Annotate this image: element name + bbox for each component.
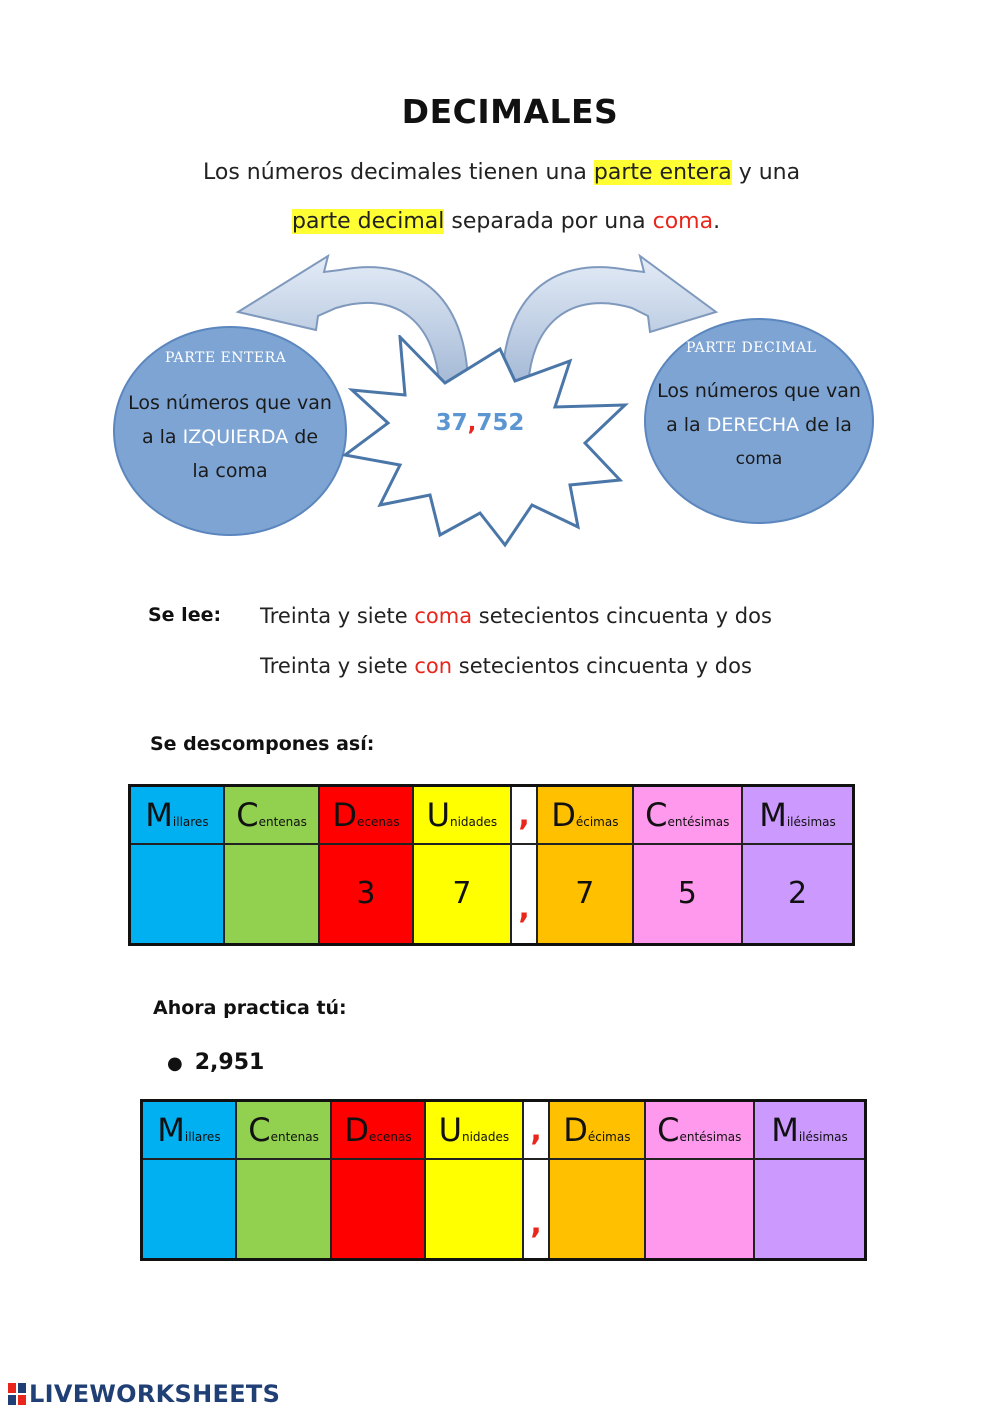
parte-entera-title: PARTE ENTERA bbox=[165, 350, 287, 366]
liveworksheets-logo: LIVEWORKSHEETS bbox=[8, 1380, 280, 1408]
table-header-row bbox=[130, 786, 854, 845]
header-millares: Millares bbox=[142, 1101, 236, 1160]
value-milesimas: 2 bbox=[742, 844, 854, 944]
input-centesimas[interactable] bbox=[645, 1159, 754, 1259]
table-values-row bbox=[130, 844, 854, 944]
input-decenas[interactable] bbox=[331, 1159, 424, 1259]
table-input-row bbox=[142, 1159, 866, 1259]
header-milesimas: Milésimas bbox=[742, 786, 854, 845]
parte-decimal-text: Los números que van a la DERECHA de la coma bbox=[657, 380, 861, 469]
header-unidades: Unidades bbox=[413, 786, 511, 845]
highlight-parte-decimal: parte decimal bbox=[292, 209, 445, 234]
table-header-row bbox=[142, 1101, 866, 1160]
highlight-parte-entera: parte entera bbox=[593, 160, 732, 185]
input-unidades[interactable] bbox=[425, 1159, 523, 1259]
header-centesimas: Centésimas bbox=[645, 1101, 754, 1160]
value-comma: , bbox=[523, 1159, 549, 1259]
page-title: DECIMALES bbox=[401, 92, 619, 131]
header-decenas: Decenas bbox=[319, 786, 412, 845]
intro-line-2: parte decimal separada por una coma. bbox=[292, 209, 721, 234]
read-label: Se lee: bbox=[148, 604, 222, 626]
place-value-table-example bbox=[128, 784, 855, 946]
place-value-table-practice bbox=[140, 1099, 867, 1261]
header-millares: Millares bbox=[130, 786, 224, 845]
header-comma: , bbox=[511, 786, 537, 845]
input-centenas[interactable] bbox=[236, 1159, 331, 1259]
value-unidades: 7 bbox=[413, 844, 511, 944]
value-centesimas: 5 bbox=[633, 844, 742, 944]
bullet-icon: ● bbox=[167, 1053, 183, 1074]
exercise-item bbox=[167, 1050, 264, 1075]
example-number: 37,752 bbox=[435, 410, 525, 436]
header-centesimas: Centésimas bbox=[633, 786, 742, 845]
value-centenas bbox=[224, 844, 319, 944]
header-decenas: Decenas bbox=[331, 1101, 424, 1160]
value-comma: , bbox=[511, 844, 537, 944]
value-decimas: 7 bbox=[537, 844, 632, 944]
decompose-label: Se descompones así: bbox=[150, 733, 375, 755]
reading-line-2: Treinta y siete con setecientos cincuenta y dos bbox=[260, 654, 752, 678]
input-millares[interactable] bbox=[142, 1159, 236, 1259]
reading-line-1: Treinta y siete coma setecientos cincuenta y dos bbox=[260, 604, 772, 628]
header-milesimas: Milésimas bbox=[754, 1101, 866, 1160]
practice-label: Ahora practica tú: bbox=[153, 997, 347, 1019]
header-centenas: Centenas bbox=[236, 1101, 331, 1160]
header-unidades: Unidades bbox=[425, 1101, 523, 1160]
intro-line-1: Los números decimales tienen una parte entera y una bbox=[203, 160, 801, 185]
value-millares bbox=[130, 844, 224, 944]
parte-decimal-title: PARTE DECIMAL bbox=[686, 340, 817, 356]
value-decenas: 3 bbox=[319, 844, 412, 944]
highlight-coma: coma bbox=[652, 209, 714, 234]
input-milesimas[interactable] bbox=[754, 1159, 866, 1259]
header-decimas: Décimas bbox=[537, 786, 632, 845]
exercise-number: 2,951 bbox=[194, 1050, 265, 1075]
header-comma: , bbox=[523, 1101, 549, 1160]
starburst-shape bbox=[340, 335, 640, 550]
header-decimas: Décimas bbox=[549, 1101, 644, 1160]
parte-entera-text: Los números que van a la IZQUIERDA de la coma bbox=[128, 392, 332, 482]
header-centenas: Centenas bbox=[224, 786, 319, 845]
input-decimas[interactable] bbox=[549, 1159, 644, 1259]
logo-icon bbox=[8, 1383, 26, 1405]
